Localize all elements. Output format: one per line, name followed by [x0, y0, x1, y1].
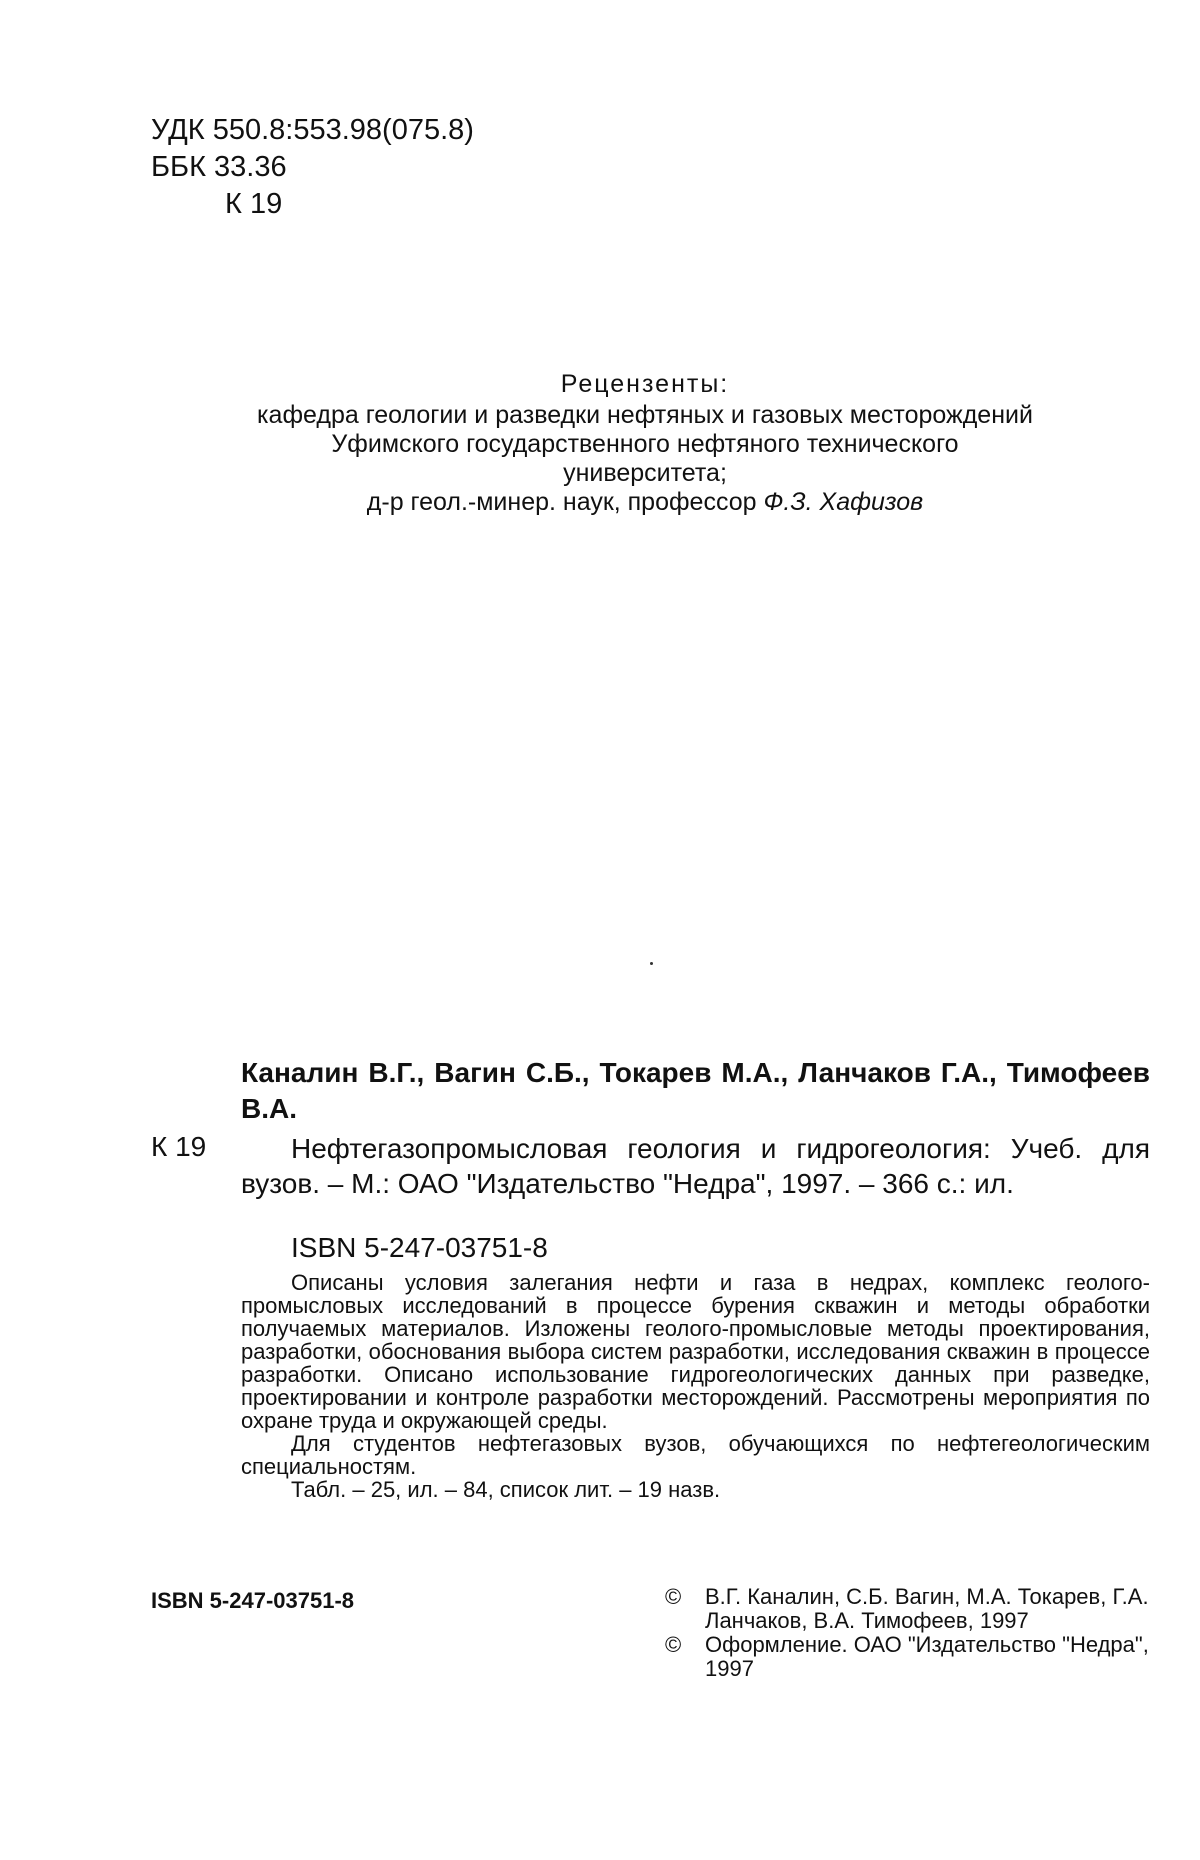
- copyright-block: [665, 1585, 1155, 1681]
- book-title: Нефтегазопромысловая геология и гидрогеология: Учеб. для вузов. – М.: ОАО "Издательство "Недра", 1997. – 366 с.: ил.: [241, 1133, 1150, 1199]
- bbk-code: ББК 33.36: [151, 151, 287, 183]
- reviewer-line-3: университета;: [563, 459, 727, 487]
- udk-code: УДК 550.8:553.98(075.8): [151, 114, 474, 146]
- copyright-design-text: Оформление. ОАО "Издательство "Недра", 1997: [705, 1632, 1149, 1681]
- reviewer-degree: д-р геол.-минер. наук, профессор: [366, 488, 764, 516]
- reviewer-name: Ф.З. Хафизов: [763, 488, 924, 516]
- copyright-icon: ©: [665, 1632, 682, 1657]
- author-code: К 19: [225, 188, 283, 220]
- reviewer-line-4: [150, 488, 1140, 517]
- reviewer-line-1: кафедра геологии и разведки нефтяных и газовых месторождений: [257, 401, 1033, 429]
- catalog-code: К 19: [151, 1131, 207, 1162]
- copyright-authors: [665, 1585, 1155, 1633]
- annotation-paragraph-1: Описаны условия залегания нефти и газа в недрах, комплекс геолого-промысловых исследований в процессе бурения скважин и методы обработки получаемых материалов. Изложены геолого-промысловые методы проектирования, разработки, обоснования выбора систем разработки, исследования скважин в процессе разработки. Описано использование гидрогеологических данных при разведке, проектировании и контроле разработки месторождений. Рассмотрены мероприятия по охране труда и окружающей среды.: [241, 1270, 1150, 1433]
- reviewers-heading: Рецензенты:: [560, 370, 730, 398]
- authors: Каналин В.Г., Вагин С.Б., Токарев М.А., Ланчаков Г.А., Тимофеев В.А.: [241, 1057, 1150, 1124]
- classification-codes: [151, 112, 474, 223]
- reviewer-line-2: Уфимского государственного нефтяного технического: [331, 430, 959, 458]
- annotation-paragraph-2: Для студентов нефтегазовых вузов, обучающихся по нефтегеологическим специальностям.: [241, 1431, 1150, 1479]
- isbn-footer: ISBN 5-247-03751-8: [151, 1588, 355, 1613]
- book-title-block: [241, 1131, 1150, 1201]
- isbn-line: ISBN 5-247-03751-8: [291, 1232, 548, 1263]
- copyright-design: [665, 1633, 1155, 1681]
- copyright-icon: ©: [665, 1584, 682, 1609]
- stray-dot: [650, 962, 653, 965]
- annotation-paragraph-3: Табл. – 25, ил. – 84, список лит. – 19 назв.: [291, 1477, 721, 1502]
- reviewers-block: [150, 370, 1140, 517]
- annotation: [241, 1271, 1150, 1501]
- copyright-authors-text: В.Г. Каналин, С.Б. Вагин, М.А. Токарев, Г.А. Ланчаков, В.А. Тимофеев, 1997: [705, 1584, 1149, 1633]
